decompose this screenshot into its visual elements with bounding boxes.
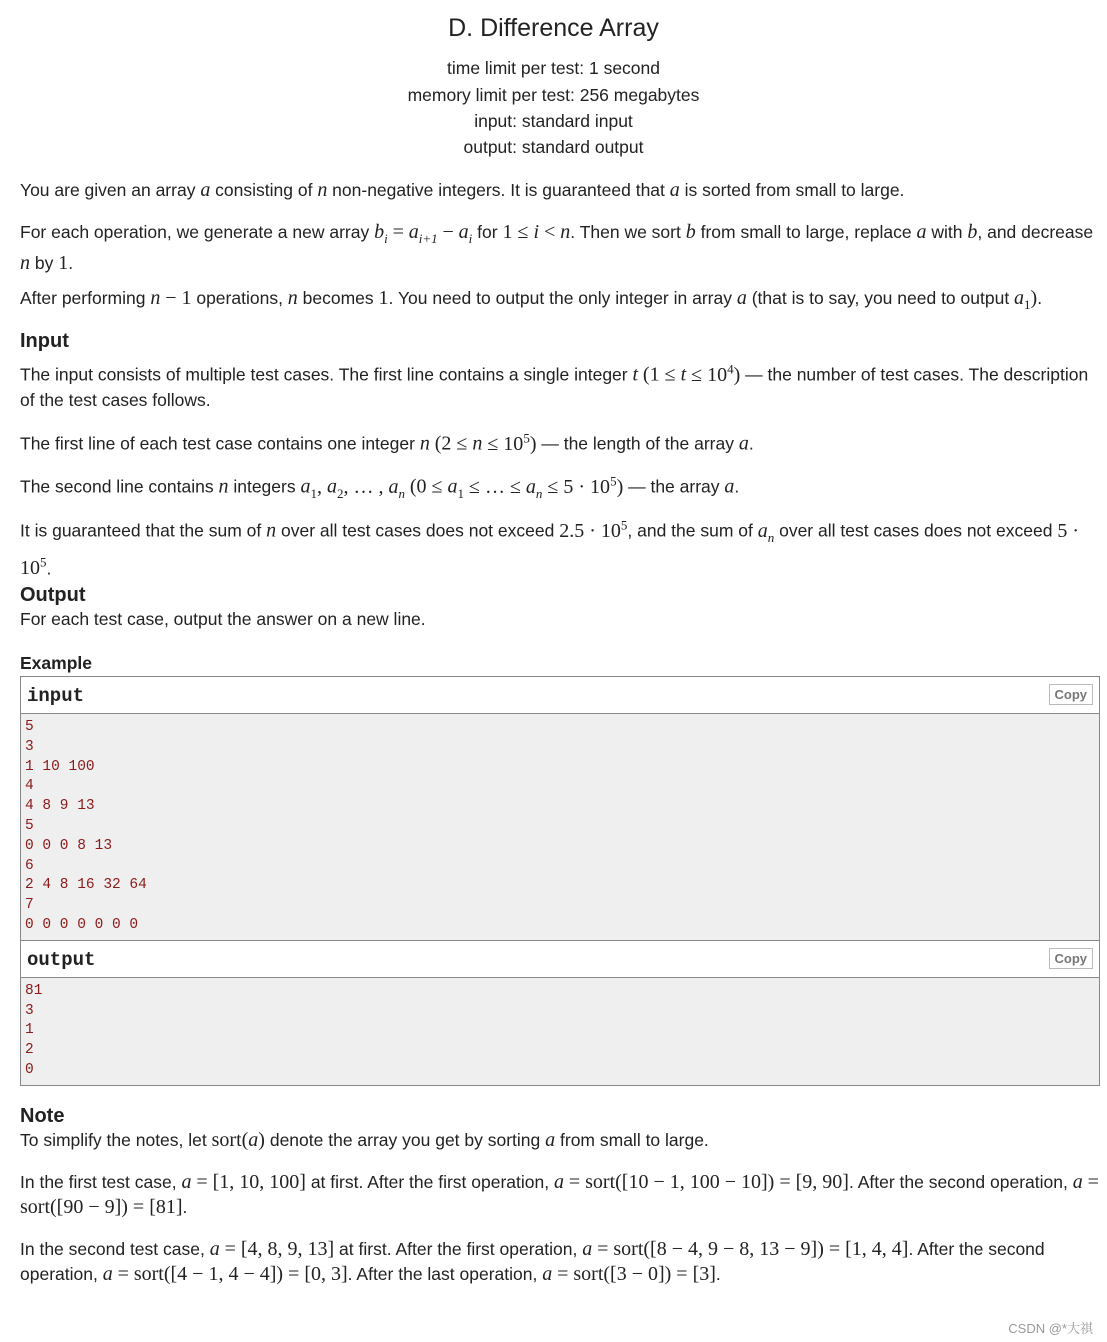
input-heading: Input [20, 330, 69, 352]
input-line: 0 0 0 8 13 [25, 837, 113, 854]
example-output [21, 978, 1099, 1085]
input-line: 6 [25, 857, 34, 874]
input-line: 5 [25, 719, 34, 735]
note-p2: In the first test case, a = [1, 10, 100] at first. After the first operation, a = sort([10 − 1, 100 − 10]) = [9, 90]. After the second operation, a = sort([90 − 9]) = [81]. [20, 1171, 1099, 1218]
output-block-header [21, 940, 1099, 978]
output-line: 2 [25, 1042, 34, 1059]
input-line: 2 4 8 16 32 64 [25, 877, 147, 894]
input-line: 5 [25, 817, 34, 834]
statement-p3: After performing n − 1 operations, n becomes 1. You need to output the only integer in array a (that is to say, you need to output $a_1$). [20, 287, 1043, 312]
output-label: output [27, 948, 96, 971]
statement-p2: For each operation, we generate a new array $b_i = a_{i+1} - a_i$ for 1 ≤ i < n. Then we sort b from small to large, replace a with b, and decrease n by 1. [20, 221, 1094, 274]
input-line: 4 8 9 13 [25, 798, 95, 815]
example-heading: Example [20, 653, 92, 673]
input-line: 0 0 0 0 0 0 0 [25, 916, 139, 933]
input-p3: The second line contains n integers $a_1$, $a_2$, … , $a_n$ ($0 \le a_1$ ≤ … ≤ $a_n \le 5 \cdot 10^5$) — the array a. [20, 473, 740, 501]
note-heading: Note [20, 1105, 65, 1127]
input-line: 3 [25, 738, 34, 755]
statement-p1: You are given an array a consisting of n non-negative integers. It is guaranteed that a is sorted from small to large. [20, 179, 905, 201]
output-line: 81 [25, 982, 43, 999]
output-heading: Output [20, 584, 86, 606]
output-line: 0 [25, 1061, 34, 1078]
input-line: 4 [25, 778, 34, 795]
input-spec: input: standard input [474, 111, 633, 131]
memory-limit: memory limit per test: 256 megabytes [407, 85, 700, 105]
input-label: input [27, 685, 85, 707]
input-line: 1 10 100 [25, 758, 95, 775]
example-box [20, 676, 1100, 1086]
output-spec: output: standard output [463, 137, 644, 157]
input-p1: The input consists of multiple test cases. The first line contains a single integer t $(1 \le t \le 10^4)$ — the number of test cases. The description of the test cases follows. [20, 361, 1089, 410]
watermark: CSDN @*大祺 [1008, 1321, 1093, 1336]
copy-input-button[interactable]: Copy [1049, 684, 1094, 705]
output-line: 3 [25, 1002, 34, 1019]
problem-title: D. Difference Array [448, 14, 659, 42]
note-p3: In the second test case, a = [4, 8, 9, 13] at first. After the first operation, a = sort([8 − 4, 9 − 8, 13 − 9]) = [1, 4, 4]. After the second operation, a = sort([4 − 1, 4 − 4]) = [0, 3]. After the last operation, a = sort([3 − 0]) = [3]. [20, 1238, 1045, 1285]
copy-output-button[interactable]: Copy [1049, 948, 1094, 969]
input-block-header [21, 677, 1099, 714]
time-limit: time limit per test: 1 second [447, 58, 660, 78]
output-line: 1 [25, 1022, 34, 1039]
output-text: For each test case, output the answer on a new line. [20, 609, 426, 629]
input-line: 7 [25, 897, 34, 914]
example-input [21, 714, 1099, 940]
input-p2: The first line of each test case contains one integer n $(2 \le n \le 10^5)$ — the length of the array a. [20, 430, 754, 455]
note-p1: To simplify the notes, let sort(a) denote the array you get by sorting a from small to large. [20, 1129, 709, 1151]
input-p4: It is guaranteed that the sum of n over all test cases does not exceed $2.5 \cdot 10^5$, and the sum of $a_n$ over all test cases does not exceed $5 \cdot 10^5$. [20, 517, 1079, 580]
